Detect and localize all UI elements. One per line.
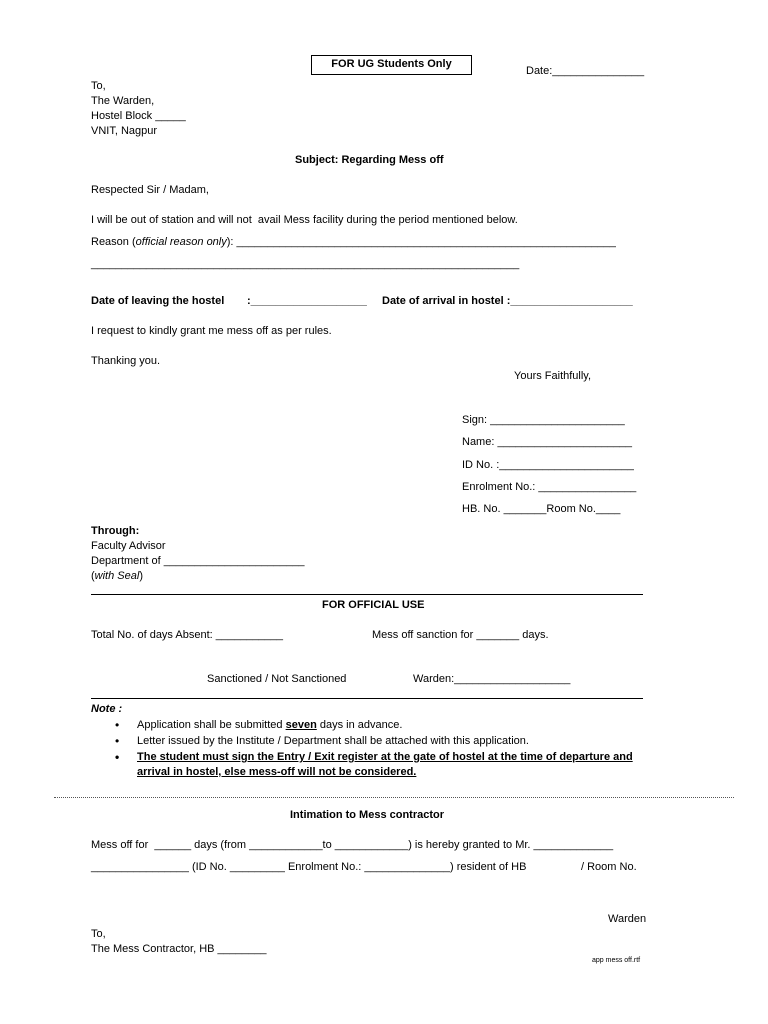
note-seven-emphasis: seven: [285, 719, 317, 731]
cut-line: [54, 797, 734, 798]
note-item-register: • The student must sign the Entry / Exit register at the gate of hostel at the time of departure and arrival in hostel, else mess-off will not be considered.: [112, 750, 657, 780]
intimation-warden: Warden: [608, 913, 647, 925]
id-no-field: ID No. :______________________: [462, 459, 634, 471]
thanking-line: Thanking you.: [91, 355, 161, 367]
address-warden: The Warden,: [91, 95, 155, 107]
mess-contractor-line: The Mess Contractor, HB ________: [91, 943, 267, 955]
seal-prefix: (: [91, 570, 95, 582]
address-to: To,: [91, 80, 106, 92]
official-use-heading: FOR OFFICIAL USE: [322, 599, 425, 611]
section-divider-bottom: [91, 698, 643, 699]
reason-line-2: ______________________________________________________________________: [91, 258, 520, 270]
warden-sign-field: Warden:___________________: [413, 673, 571, 685]
date-line: Date:_______________: [526, 65, 645, 77]
intimation-line-2: ________________ (ID No. _________ Enrolment No.: ______________) resident of HB: [91, 861, 527, 873]
days-absent-field: Total No. of days Absent: ___________: [91, 629, 284, 641]
form-title-box: [311, 55, 472, 75]
seal-line: [91, 570, 143, 583]
reason-italic: official reason only: [135, 236, 227, 248]
request-line: I request to kindly grant me mess off as per rules.: [91, 325, 332, 337]
sanction-status: Sanctioned / Not Sanctioned: [207, 673, 347, 685]
arrival-date-field: Date of arrival in hostel :____________________: [382, 295, 633, 307]
sanction-days-field: Mess off sanction for _______ days.: [372, 629, 549, 641]
seal-suffix: ): [139, 570, 143, 582]
leaving-date-blank: :___________________: [247, 295, 367, 307]
intro-paragraph: I will be out of station and will not avail Mess facility during the period mentioned below.: [91, 214, 518, 226]
through-heading: Through:: [91, 525, 140, 537]
enrolment-field: Enrolment No.: ________________: [462, 481, 637, 493]
closing-line: Yours Faithfully,: [514, 370, 592, 382]
hb-room-field: HB. No. _______Room No.____: [462, 503, 621, 515]
sign-field: Sign: ______________________: [462, 414, 625, 426]
note-item-advance: • Application shall be submitted seven days in advance.: [112, 718, 657, 733]
subject-line: Subject: Regarding Mess off: [295, 154, 444, 166]
seal-italic: with Seal: [94, 570, 140, 582]
note-heading: Note :: [91, 703, 123, 715]
name-field: Name: ______________________: [462, 436, 633, 448]
faculty-advisor-line: Faculty Advisor: [91, 540, 166, 552]
note-list: [112, 718, 657, 781]
department-field: Department of _______________________: [91, 555, 305, 567]
reason-blank: ): ______________________________________________________________: [226, 236, 616, 248]
form-title: FOR UG Students Only: [331, 58, 452, 71]
intimation-line-1: Mess off for ______ days (from ____________to ____________) is hereby granted to Mr. _____________: [91, 839, 614, 851]
reason-line: [91, 236, 616, 249]
address-hostel-block: Hostel Block _____: [91, 110, 186, 122]
intimation-to: To,: [91, 928, 106, 940]
intimation-room-no: / Room No.: [581, 861, 637, 873]
reason-prefix: Reason (: [91, 236, 136, 248]
section-divider-top: [91, 594, 643, 595]
address-institute: VNIT, Nagpur: [91, 125, 158, 137]
note-item-letter: • Letter issued by the Institute / Department shall be attached with this application.: [112, 734, 657, 749]
leaving-date-label: Date of leaving the hostel: [91, 295, 225, 307]
intimation-heading: Intimation to Mess contractor: [290, 809, 445, 821]
file-name-label: app mess off.rtf: [592, 957, 641, 964]
salutation: Respected Sir / Madam,: [91, 184, 209, 196]
